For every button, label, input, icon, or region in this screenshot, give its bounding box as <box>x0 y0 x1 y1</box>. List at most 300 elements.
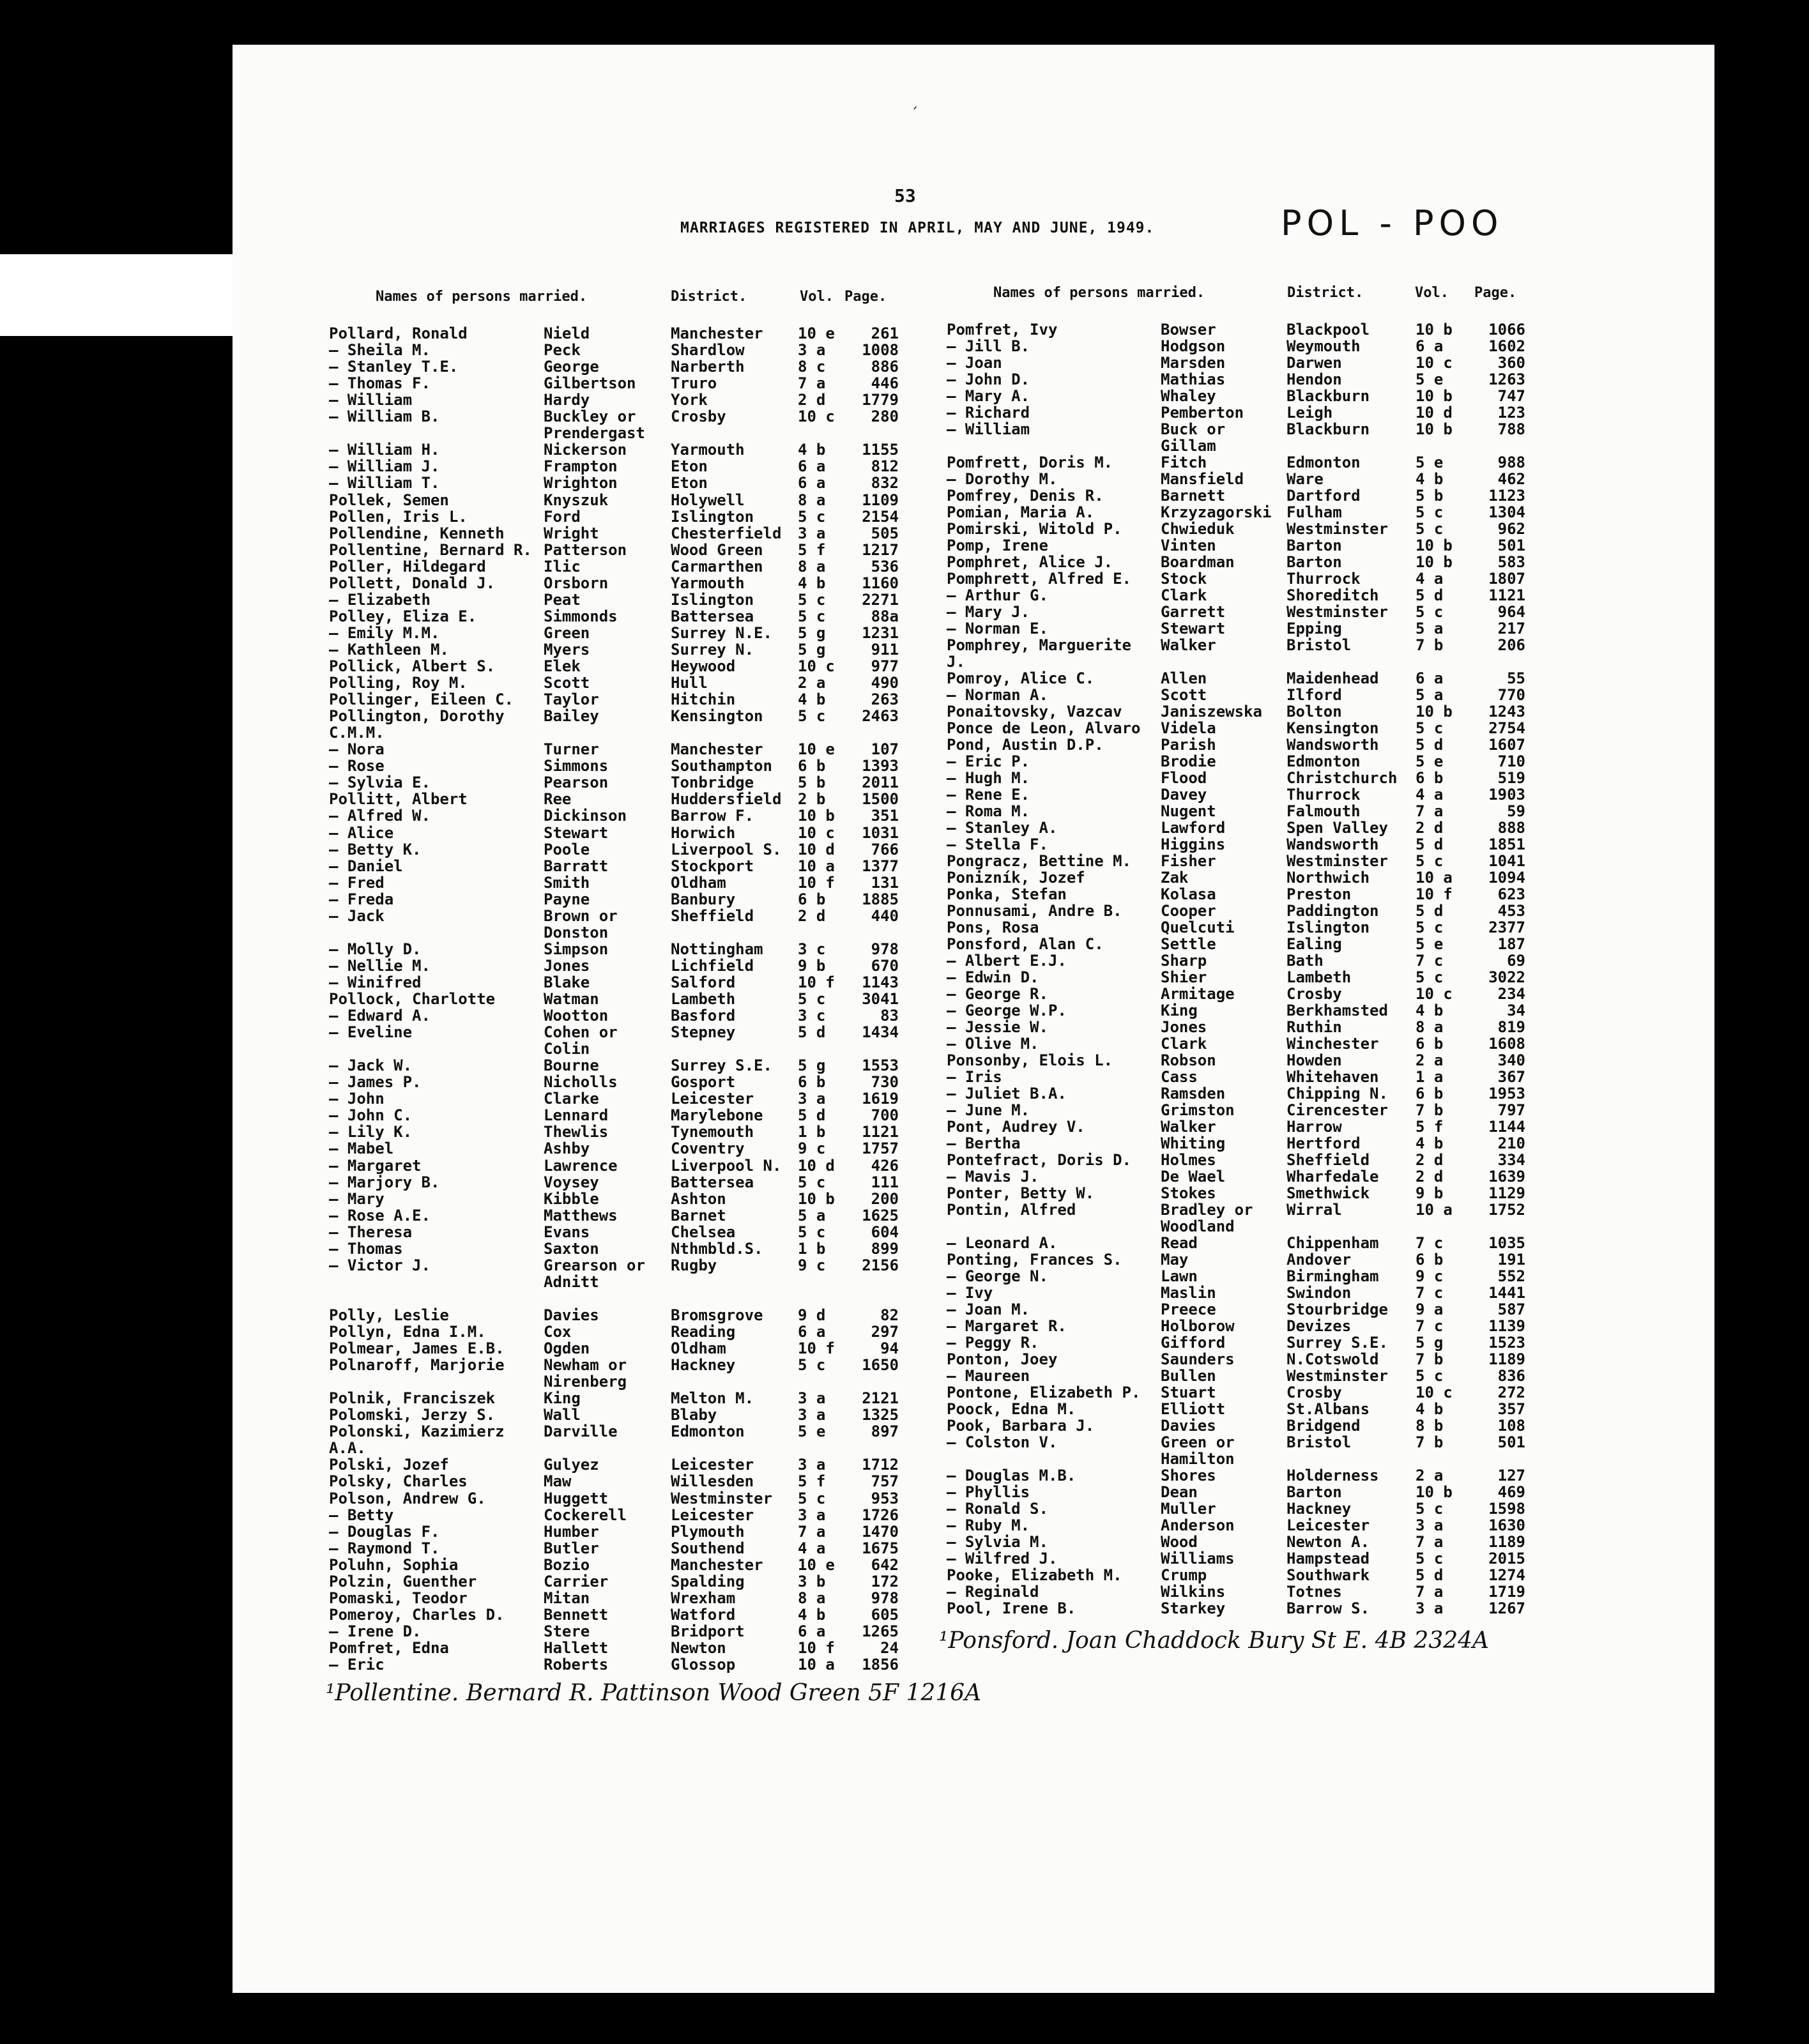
entry-vol: 4 a <box>798 1539 826 1557</box>
entry-page: 1757 <box>862 1140 899 1158</box>
entry-vol: 5 c <box>1416 968 1444 986</box>
entry-page: 953 <box>871 1489 899 1507</box>
entry-spouse: Gilbertson <box>544 374 636 393</box>
entry-district: Winchester <box>1286 1035 1379 1053</box>
entry-spouse: Gulyez <box>544 1456 599 1474</box>
entry-vol: 9 b <box>798 956 826 975</box>
entry-page: 490 <box>871 674 899 692</box>
entry-district: Dartford <box>1286 487 1361 505</box>
entry-vol: 6 a <box>798 474 826 492</box>
entry-spouse: Donston <box>544 923 609 942</box>
header-district-right: District. <box>1287 285 1364 301</box>
entry-vol: 5 f <box>1416 1118 1444 1136</box>
entry-vol: 9 d <box>798 1306 826 1324</box>
entry-vol: 5 a <box>1416 686 1444 704</box>
entry-spouse: Muller <box>1161 1500 1216 1518</box>
entry-page: 2271 <box>862 590 899 609</box>
entry-name: — Victor J. <box>329 1256 431 1274</box>
entry-vol: 5 a <box>1416 620 1444 637</box>
entry-spouse: Bozio <box>544 1555 590 1574</box>
entry-spouse: Nugent <box>1161 802 1216 820</box>
entry-name: Polson, Andrew G. <box>329 1489 486 1507</box>
entry-vol: 5 g <box>1416 1334 1444 1352</box>
entry-vol: 4 b <box>1416 470 1444 488</box>
entry-spouse: Buckley or <box>544 408 636 426</box>
entry-spouse: Cox <box>544 1323 572 1341</box>
entry-district: Wandsworth <box>1286 736 1379 754</box>
entry-spouse: Cass <box>1161 1068 1198 1086</box>
entry-district: Kensington <box>1286 719 1379 737</box>
entry-district: Epping <box>1286 620 1342 637</box>
entry-name: — Betty <box>329 1506 394 1524</box>
entry-spouse: Sharp <box>1161 952 1207 970</box>
entry-page: 83 <box>880 1007 899 1025</box>
entry-vol: 7 b <box>1416 1433 1444 1451</box>
entry-name: — Mary <box>329 1189 385 1208</box>
entry-vol: 6 a <box>1416 669 1444 687</box>
entry-spouse: Shier <box>1161 968 1207 986</box>
entry-vol: 7 a <box>798 1522 826 1541</box>
entry-vol: 5 g <box>798 623 826 642</box>
entry-spouse: Parish <box>1161 736 1216 754</box>
entry-page: 1121 <box>862 1123 899 1141</box>
entry-name: — Albert E.J. <box>947 952 1067 970</box>
page-heading: MARRIAGES REGISTERED IN APRIL, MAY AND JUNE, 1949. <box>680 220 1155 236</box>
entry-name: — Ruby M. <box>947 1516 1030 1534</box>
entry-spouse: Clark <box>1161 586 1207 604</box>
entry-name: Ponce de Leon, Alvaro <box>947 719 1141 737</box>
entry-vol: 10 b <box>798 807 835 825</box>
entry-spouse: Orsborn <box>544 574 609 592</box>
entry-district: Crosby <box>1286 985 1342 1003</box>
entry-vol: 9 a <box>1416 1300 1444 1318</box>
entry-vol: 8 a <box>798 1589 826 1607</box>
entry-page: 1094 <box>1488 869 1525 887</box>
entry-district: Weymouth <box>1286 337 1361 355</box>
entry-spouse: Jones <box>544 956 590 975</box>
entry-name: Pollyn, Edna I.M. <box>329 1323 486 1341</box>
entry-vol: 4 b <box>798 574 826 592</box>
handwritten-annotation-left: ¹Pollentine. Bernard R. Pattinson Wood Green 5F 1216A <box>326 1680 982 1706</box>
handwritten-annotation-right: ¹Ponsford. Joan Chaddock Bury St E. 4B 2324A <box>939 1628 1490 1654</box>
entry-vol: 6 a <box>1416 337 1444 355</box>
entry-page: 1856 <box>862 1656 899 1674</box>
entry-spouse: Stokes <box>1161 1184 1216 1202</box>
entry-page: 819 <box>1497 1018 1525 1036</box>
entry-page: 501 <box>1497 1433 1525 1451</box>
entry-district: Islington <box>671 590 754 609</box>
entry-page: 1143 <box>862 973 899 991</box>
entry-page: 623 <box>1497 885 1525 903</box>
entry-spouse: Wilkins <box>1161 1583 1226 1601</box>
entry-page: 536 <box>871 557 899 576</box>
entry-district: Basford <box>671 1007 736 1025</box>
entry-name: — Mary A. <box>947 387 1030 405</box>
entry-district: Oldham <box>671 873 726 892</box>
entry-name: — John C. <box>329 1106 413 1125</box>
entry-spouse: Wall <box>544 1406 581 1424</box>
entry-page: 1274 <box>1488 1566 1525 1584</box>
entry-name: — Wilfred J. <box>947 1550 1058 1567</box>
entry-name: Pool, Irene B. <box>947 1599 1076 1617</box>
entry-page: 234 <box>1497 985 1525 1003</box>
entry-name: — Margaret R. <box>947 1317 1067 1335</box>
entry-district: Kensington <box>671 707 763 726</box>
entry-spouse: Hallett <box>544 1638 609 1657</box>
entry-district: Chesterfield <box>671 524 782 542</box>
entry-vol: 10 f <box>798 873 835 892</box>
entry-vol: 7 c <box>1416 1234 1444 1252</box>
entry-page: 1231 <box>862 623 899 642</box>
entry-vol: 7 b <box>1416 1101 1444 1119</box>
entry-page: 1598 <box>1488 1500 1525 1518</box>
entry-spouse: Wrighton <box>544 474 618 492</box>
entry-vol: 4 b <box>1416 1400 1444 1418</box>
entry-name: — Hugh M. <box>947 769 1030 787</box>
entry-vol: 4 b <box>798 1605 826 1624</box>
entry-spouse: Read <box>1161 1234 1198 1252</box>
entry-spouse: Barratt <box>544 857 609 875</box>
entry-name: — Norman E. <box>947 620 1048 637</box>
entry-name: — Elizabeth <box>329 590 431 609</box>
entry-vol: 5 c <box>798 1356 826 1375</box>
entry-spouse: Videla <box>1161 719 1216 737</box>
entry-page: 2121 <box>862 1389 899 1408</box>
entry-vol: 9 c <box>798 1256 826 1274</box>
entry-spouse: Quelcuti <box>1161 919 1235 936</box>
entry-page: 978 <box>871 1589 899 1607</box>
entry-spouse: Dickinson <box>544 807 627 825</box>
entry-page: 217 <box>1497 620 1525 637</box>
entry-district: Gosport <box>671 1073 736 1092</box>
entry-spouse: Voysey <box>544 1173 599 1191</box>
entry-vol: 5 a <box>798 1206 826 1224</box>
entry-name: — Jack <box>329 906 385 925</box>
entry-spouse: Brown or <box>544 906 618 925</box>
entry-spouse: Gifford <box>1161 1334 1226 1352</box>
entry-district: Manchester <box>671 1555 763 1574</box>
entry-district: Sheffield <box>671 906 754 925</box>
entry-name: — Kathleen M. <box>329 640 449 659</box>
entry-page: 1719 <box>1488 1583 1525 1601</box>
entry-spouse: Elliott <box>1161 1400 1226 1418</box>
entry-spouse: Shores <box>1161 1467 1216 1484</box>
entry-name: Poock, Edna M. <box>947 1400 1076 1418</box>
entry-name: Pomroy, Alice C. <box>947 669 1095 687</box>
entry-district: Melton M. <box>671 1389 754 1408</box>
entry-spouse: Brodie <box>1161 752 1216 770</box>
entry-vol: 4 a <box>1416 570 1444 588</box>
entry-district: Barton <box>1286 1483 1342 1501</box>
entry-vol: 10 d <box>798 840 835 858</box>
header-district-left: District. <box>671 289 747 305</box>
entry-page: 899 <box>871 1239 899 1258</box>
entry-vol: 10 f <box>798 1638 835 1657</box>
entry-vol: 3 a <box>1416 1599 1444 1617</box>
entry-name: — Thomas <box>329 1239 403 1258</box>
entry-page: 757 <box>871 1472 899 1491</box>
entry-spouse: Starkey <box>1161 1599 1226 1617</box>
entry-district: Yarmouth <box>671 441 745 459</box>
entry-spouse: Davies <box>1161 1417 1216 1435</box>
entry-page: 812 <box>871 457 899 476</box>
entry-district: Ware <box>1286 470 1324 488</box>
entry-district: York <box>671 391 708 409</box>
entry-vol: 10 c <box>1416 354 1453 372</box>
entry-page: 964 <box>1497 603 1525 621</box>
entry-page: 730 <box>871 1073 899 1092</box>
entry-vol: 5 c <box>798 1173 826 1191</box>
entry-spouse: Smith <box>544 873 590 892</box>
entry-page: 446 <box>871 374 899 393</box>
entry-district: Barton <box>1286 537 1342 554</box>
entry-page: 501 <box>1497 537 1525 554</box>
entry-spouse: Nicholls <box>544 1073 618 1092</box>
entry-vol: 7 a <box>1416 1533 1444 1551</box>
entry-district: N.Cotswold <box>1286 1350 1379 1368</box>
header-names-right: Names of persons married. <box>993 285 1205 301</box>
entry-vol: 10 d <box>1416 404 1453 422</box>
entry-name: — William H. <box>329 441 440 459</box>
entry-page: 670 <box>871 956 899 975</box>
entry-district: Bristol <box>1286 636 1352 654</box>
entry-district: Ashton <box>671 1189 726 1208</box>
entry-district: Willesden <box>671 1472 754 1491</box>
entry-vol: 6 a <box>798 1323 826 1341</box>
entry-name: — Nellie M. <box>329 956 431 975</box>
entry-name: Ponizník, Jozef <box>947 869 1085 887</box>
entry-page: 1160 <box>862 574 899 592</box>
entry-page: 59 <box>1507 802 1525 820</box>
entry-vol: 5 d <box>1416 586 1444 604</box>
entry-name: — Maureen <box>947 1367 1030 1385</box>
entry-spouse: Scott <box>1161 686 1207 704</box>
entry-district: Chippenham <box>1286 1234 1379 1252</box>
header-page-left: Page. <box>844 289 887 305</box>
entry-spouse: Blake <box>544 973 590 991</box>
entry-vol: 6 a <box>798 457 826 476</box>
entry-district: Leigh <box>1286 404 1333 422</box>
entry-district: Barnet <box>671 1206 726 1224</box>
entry-name: — Alfred W. <box>329 807 431 825</box>
entry-vol: 2 a <box>1416 1051 1444 1069</box>
entry-page: 1066 <box>1488 321 1525 339</box>
entry-spouse: Turner <box>544 740 599 759</box>
entry-name: Pollek, Semen <box>329 491 449 509</box>
entry-page: 1553 <box>862 1056 899 1075</box>
entry-name: — Rose A.E. <box>329 1206 431 1224</box>
entry-district: Wirral <box>1286 1201 1342 1219</box>
entry-vol: 5 b <box>1416 487 1444 505</box>
entry-vol: 5 d <box>1416 1566 1444 1584</box>
entry-vol: 5 c <box>798 507 826 526</box>
entry-district: Edmonton <box>1286 752 1361 770</box>
entry-district: Westminster <box>1286 603 1388 621</box>
entry-name: Polomski, Jerzy S. <box>329 1406 496 1424</box>
entry-spouse: De Wael <box>1161 1168 1226 1186</box>
entry-spouse: Cooper <box>1161 902 1216 920</box>
entry-page: 357 <box>1497 1400 1525 1418</box>
entry-name: — Margaret <box>329 1156 422 1175</box>
entry-district: Bromsgrove <box>671 1306 763 1324</box>
entry-page: 55 <box>1507 669 1525 687</box>
entry-vol: 2 d <box>1416 1168 1444 1186</box>
entry-vol: 5 c <box>1416 1500 1444 1518</box>
entry-vol: 5 c <box>1416 919 1444 936</box>
entry-spouse: Elek <box>544 657 581 675</box>
entry-page: 1752 <box>1488 1201 1525 1219</box>
entry-name: — Freda <box>329 890 394 908</box>
entry-vol: 5 e <box>1416 454 1444 471</box>
entry-name: — William <box>947 420 1030 438</box>
entry-spouse: Peck <box>544 341 581 360</box>
entry-name: — Sylvia E. <box>329 774 431 792</box>
entry-page: 897 <box>871 1422 899 1441</box>
entry-name: C.M.M. <box>329 724 385 742</box>
entry-name: — Colston V. <box>947 1433 1058 1451</box>
entry-spouse: Prendergast <box>544 424 645 443</box>
entry-vol: 7 a <box>798 374 826 393</box>
entry-spouse: Wood <box>1161 1533 1198 1551</box>
entry-spouse: Davies <box>544 1306 599 1324</box>
entry-vol: 5 b <box>798 774 826 792</box>
entry-spouse: Poole <box>544 840 590 858</box>
entry-name: Pomfrey, Denis R. <box>947 487 1104 505</box>
entry-spouse: Mitan <box>544 1589 590 1607</box>
entry-spouse: Janiszewska <box>1161 703 1262 721</box>
entry-spouse: Preece <box>1161 1300 1216 1318</box>
entry-spouse: Ramsden <box>1161 1085 1226 1102</box>
entry-district: Hull <box>671 674 708 692</box>
entry-vol: 4 b <box>798 690 826 709</box>
entry-page: 886 <box>871 358 899 376</box>
entry-page: 832 <box>871 474 899 492</box>
entry-name: Pook, Barbara J. <box>947 1417 1095 1435</box>
entry-vol: 5 e <box>1416 935 1444 953</box>
entry-name: Polmear, James E.B. <box>329 1339 505 1358</box>
entry-district: Northwich <box>1286 869 1370 887</box>
entry-spouse: Ilic <box>544 557 581 576</box>
entry-vol: 2 d <box>1416 819 1444 837</box>
entry-name: — Leonard A. <box>947 1234 1058 1252</box>
entry-page: 462 <box>1497 470 1525 488</box>
entry-district: Crosby <box>1286 1384 1342 1401</box>
entry-district: Southampton <box>671 757 772 775</box>
entry-name: — Fred <box>329 873 385 892</box>
entry-spouse: King <box>544 1389 581 1408</box>
entry-page: 797 <box>1497 1101 1525 1119</box>
entry-vol: 5 f <box>798 540 826 559</box>
entry-name: Pontone, Elizabeth P. <box>947 1384 1141 1401</box>
entry-district: Hendon <box>1286 370 1342 388</box>
entry-vol: 7 b <box>1416 636 1444 654</box>
entry-vol: 3 a <box>798 1389 826 1408</box>
entry-district: Liverpool S. <box>671 840 782 858</box>
entry-vol: 5 c <box>798 1223 826 1241</box>
entry-page: 210 <box>1497 1134 1525 1152</box>
entry-spouse: Simmons <box>544 757 609 775</box>
entry-vol: 6 b <box>1416 1085 1444 1102</box>
entry-vol: 9 c <box>798 1140 826 1158</box>
entry-page: 747 <box>1497 387 1525 405</box>
entry-name: Polsky, Charles <box>329 1472 468 1491</box>
entry-district: Sheffield <box>1286 1151 1370 1169</box>
entry-vol: 10 b <box>1416 1483 1453 1501</box>
entry-district: Spen Valley <box>1286 819 1388 837</box>
entry-page: 1470 <box>862 1522 899 1541</box>
entry-spouse: George <box>544 358 599 376</box>
entry-district: Narberth <box>671 358 745 376</box>
entry-district: Salford <box>671 973 736 991</box>
entry-district: Newton A. <box>1286 1533 1370 1551</box>
entry-name: — Arthur G. <box>947 586 1048 604</box>
entry-name: — Joan M. <box>947 1300 1030 1318</box>
entry-district: Chipping N. <box>1286 1085 1388 1102</box>
entry-name: — Richard <box>947 404 1030 422</box>
entry-name: — Dorothy M. <box>947 470 1058 488</box>
entry-name: J. <box>947 653 965 671</box>
entry-spouse: Grearson or <box>544 1256 645 1274</box>
entry-vol: 5 e <box>798 1422 826 1441</box>
entry-name: — Raymond T. <box>329 1539 440 1557</box>
entry-page: 710 <box>1497 752 1525 770</box>
entry-spouse: Bennett <box>544 1605 609 1624</box>
entry-name: A.A. <box>329 1439 366 1458</box>
entry-vol: 3 c <box>798 1007 826 1025</box>
entry-page: 200 <box>871 1189 899 1208</box>
entry-name: Pont, Audrey V. <box>947 1118 1085 1136</box>
header-names-left: Names of persons married. <box>376 289 588 305</box>
entry-name: Pomirski, Witold P. <box>947 520 1122 538</box>
entry-page: 1523 <box>1488 1334 1525 1352</box>
entry-vol: 4 b <box>1416 1002 1444 1019</box>
entry-vol: 3 a <box>798 1406 826 1424</box>
entry-name: Pomfret, Edna <box>329 1638 449 1657</box>
entry-name: Pons, Rosa <box>947 919 1039 936</box>
entry-name: — Theresa <box>329 1223 413 1241</box>
entry-vol: 2 d <box>798 906 826 925</box>
entry-vol: 10 b <box>798 1189 835 1208</box>
entry-spouse: Cohen or <box>544 1023 618 1042</box>
entry-district: Spalding <box>671 1572 745 1590</box>
entry-vol: 8 b <box>1416 1417 1444 1435</box>
entry-page: 426 <box>871 1156 899 1175</box>
entry-name: — Ronald S. <box>947 1500 1048 1518</box>
entry-district: Heywood <box>671 657 736 675</box>
entry-district: Shardlow <box>671 341 745 360</box>
entry-name: — Douglas F. <box>329 1522 440 1541</box>
entry-spouse: Holmes <box>1161 1151 1216 1169</box>
entry-page: 519 <box>1497 769 1525 787</box>
entry-page: 1243 <box>1488 703 1525 721</box>
entry-name: Pongracz, Bettine M. <box>947 852 1131 870</box>
entry-spouse: Ogden <box>544 1339 590 1358</box>
entry-name: Pomphrett, Alfred E. <box>947 570 1131 588</box>
entry-district: Howden <box>1286 1051 1342 1069</box>
entry-vol: 10 a <box>798 857 835 875</box>
entry-name: Ponter, Betty W. <box>947 1184 1095 1202</box>
entry-page: 3022 <box>1488 968 1525 986</box>
entry-page: 1441 <box>1488 1284 1525 1302</box>
entry-vol: 10 c <box>798 408 835 426</box>
entry-district: Leicester <box>671 1506 754 1524</box>
white-tab <box>0 254 233 336</box>
entry-name: — Joan <box>947 354 1002 372</box>
entry-spouse: Wootton <box>544 1007 609 1025</box>
entry-page: 1619 <box>862 1090 899 1108</box>
entry-page: 191 <box>1497 1251 1525 1269</box>
entry-spouse: Evans <box>544 1223 590 1241</box>
